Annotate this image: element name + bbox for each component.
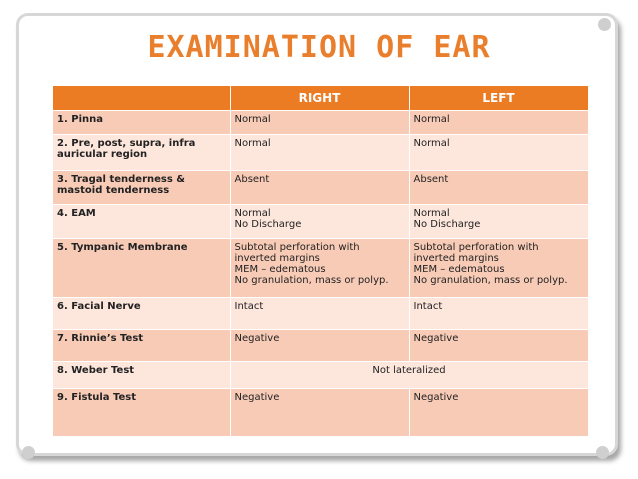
right-ear-cell [230,205,409,239]
left-ear-cell [409,111,588,135]
left-ear-cell [409,298,588,330]
row-label: 6. Facial Nerve [53,298,230,330]
cell-line: inverted margins [234,253,320,264]
row-label: 1. Pinna [53,111,230,135]
right-ear-cell [230,171,409,205]
cell-line: Normal [413,208,450,219]
table-row [53,171,588,205]
row-label: 5. Tympanic Membrane [53,239,230,298]
cell-line: Normal [234,114,271,125]
table-row [53,111,588,135]
cell-line: Subtotal perforation with [234,242,360,253]
cell-line: Negative [413,392,459,403]
header-blank [53,86,230,111]
right-ear-cell [230,111,409,135]
table-header-row [53,86,588,111]
cell-line: inverted margins [413,253,499,264]
table-row [53,389,588,436]
merged-cell: Not lateralized [230,362,588,389]
cell-line: Absent [234,174,270,185]
left-ear-cell [409,205,588,239]
right-ear-cell [230,330,409,362]
header-left: LEFT [409,86,588,111]
cell-line: MEM – edematous [234,264,326,275]
left-ear-cell [409,135,588,171]
right-ear-cell [230,298,409,330]
row-label: 8. Weber Test [53,362,230,389]
left-ear-cell [409,239,588,298]
cell-line: No Discharge [234,219,302,230]
right-ear-cell [230,389,409,436]
left-ear-cell [409,389,588,436]
cell-line: No Discharge [413,219,481,230]
cell-line: MEM – edematous [413,264,505,275]
examination-table [53,86,589,436]
row-label: 3. Tragal tenderness & mastoid tenderness [53,171,230,205]
cell-line: Subtotal perforation with [413,242,539,253]
table-row [53,362,588,389]
cell-line: Negative [413,333,459,344]
cell-line: Negative [234,392,280,403]
table-row [53,135,588,171]
left-ear-cell [409,330,588,362]
cell-line: Absent [413,174,449,185]
right-ear-cell [230,239,409,298]
cell-line: No granulation, mass or polyp. [413,275,568,286]
cell-line: Normal [413,114,450,125]
row-label: 4. EAM [53,205,230,239]
table-row [53,330,588,362]
right-ear-cell [230,135,409,171]
slide-title: EXAMINATION OF EAR [147,30,491,65]
row-label: 7. Rinnie’s Test [53,330,230,362]
cell-line: Intact [413,301,443,312]
left-ear-cell [409,171,588,205]
row-label: 9. Fistula Test [53,389,230,436]
corner-decoration [22,446,35,459]
cell-line: Negative [234,333,280,344]
cell-line: Intact [234,301,264,312]
cell-line: No granulation, mass or polyp. [234,275,389,286]
table-body [53,111,588,436]
cell-line: Normal [413,138,450,149]
cell-line: Normal [234,138,271,149]
corner-decoration [596,446,609,459]
cell-line: Normal [234,208,271,219]
table-row [53,205,588,239]
table-row [53,239,588,298]
table-row [53,298,588,330]
row-label: 2. Pre, post, supra, infra auricular region [53,135,230,171]
header-right: RIGHT [230,86,409,111]
